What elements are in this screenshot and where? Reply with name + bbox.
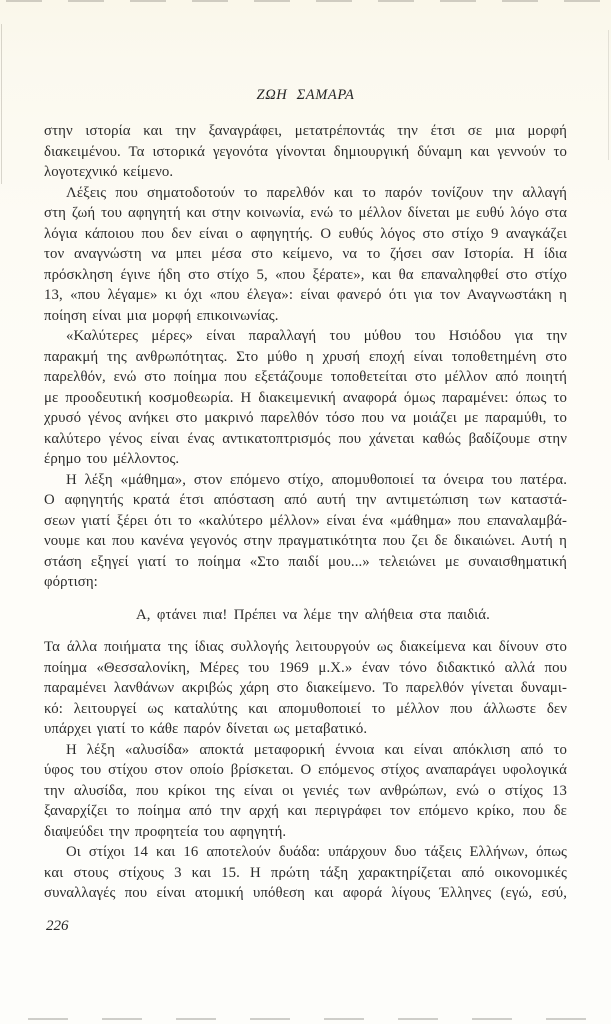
text-line: με προοδευτική κοσμοθεωρία. Η διακειμενική αναφορά όμως παραμένει: όπως το (44, 389, 567, 406)
text-line: παρελθόν, ενώ στο ποίημα που εξετάζουμε τοποθετείται στο μέλλον από ποιητή (44, 369, 567, 385)
text-line: έρημο του μέλλοντος. (44, 451, 180, 467)
text-line: σεων γιατί ξέρει ότι το «καλύτερο μέλλον» είναι ένα «μάθημα» που επαναλαμβά- (44, 512, 567, 529)
text-line: στάση εξηγεί γιατί το ποίημα «Στο παιδί μου...» τελειώνει με συναισθηματική (44, 553, 567, 570)
text-line: στη ζωή του αφηγητή και στην κοινωνία, ενώ το μέλλον δίνεται με ευθύ λόγο στα (44, 205, 567, 221)
scan-artifact-bottom-edge (10, 1018, 607, 1020)
text-line: Λέξεις που σηματοδοτούν το παρελθόν και το παρόν τονίζουν την αλλαγή (66, 184, 567, 201)
text-line: νουμε και που κανένα γεγονός στην πραγματικότητα που ζει δε δικαιώνει. Αυτή η (44, 533, 567, 549)
text-line: στην ιστορία και την ξαναγράφει, μετατρέποντάς την έτσι σε μια μορφή (44, 123, 567, 139)
text-line: Η λέξη «μάθημα», στον επόμενο στίχο, απομυθοποιεί τα όνειρα του πατέρα. (66, 471, 567, 488)
text-line: «Καλύτερες μέρες» είναι παραλλαγή του μύθου του Ησιόδου για την (66, 328, 567, 344)
text-line: κό: λειτουργεί ως καταλύτης και απομυθοποιεί το μέλλον που άλλωστε δεν (44, 700, 567, 717)
text-line: ποίηση είναι μια μορφή επικοινωνίας. (44, 307, 279, 324)
text-line: τον αναγνώστη να μπει μέσα στο κείμενο, να το ζήσει σαν Ιστορία. Η ίδια (44, 246, 567, 262)
text-line: χρυσό γένος ανήκει στο μακρινό παρελθόν τόσο που να μοιάζει με παραμύθι, το (44, 410, 567, 426)
text-line: πρόσκληση έγινε ήδη στο στίχο 5, «που ξέρατε», και θα επαναληφθεί στο στίχο (44, 266, 567, 283)
text-line: την αλυσίδα, που κρίκοι της είναι οι γενιές των ανθρώπων, ενώ ο στίχος 13 (44, 782, 567, 799)
body-text (44, 121, 567, 904)
text-line: Ο αφηγητής κρατά έτσι απόσταση από αυτή την αντιμετώπιση των καταστά- (44, 492, 567, 508)
text-line: και στους στίχους 3 και 15. Η πρώτη τάξη χαρακτηρίζεται από οικονομικές (44, 864, 567, 881)
text-line: λόγια κάποιου που δεν είναι ο αφηγητής. Ο ευθύς λόγος στο στίχο 9 αναγκάζει (44, 225, 567, 242)
text-line: ξαναρχίζει το ποίημα από την αρχή και περιγράφει τον επόμενο κρίκο, που δε (44, 803, 567, 819)
text-line: διαψεύδει την προφητεία του αφηγητή. (44, 823, 287, 840)
text-line: παρακμή της ανθρωπότητας. Στο μύθο η χρυσή εποχή είναι τοποθετημένη στο (44, 348, 567, 365)
text-line: 13, «που λέγαμε» κι όχι «που έλεγα»: είναι φανερό ότι για τον Αναγνωστάκη η (44, 287, 567, 303)
text-line: λογοτεχνικό κείμενο. (44, 164, 174, 180)
text-line: Η λέξη «αλυσίδα» αποκτά μεταφορική έννοια και είναι απόκλιση από το (66, 741, 567, 758)
text-line: παραμένει λανθάνων ακριβώς χάρη στο διακείμενο. Το παρελθόν γίνεται δυναμι- (44, 680, 567, 696)
page-number: 226 (46, 917, 69, 934)
text-line: υπάρχει γιατί το κάθε παρόν δίνεται ως μεταβατικό. (44, 721, 368, 737)
text-line: φόρτιση: (44, 574, 98, 590)
poem-quote-line: Α, φτάνει πια! Πρέπει να λέμε την αλήθεια στα παιδιά. (136, 606, 490, 623)
text-line: ύφος του στίχου στον οποίο βρίσκεται. Ο επόμενος στίχος αναπαράγει υφολογικά (44, 762, 567, 778)
text-line: Οι στίχοι 14 και 16 αποτελούν δυάδα: υπάρχουν δυο τάξεις Ελλήνων, όπως (66, 844, 567, 860)
text-line: διακειμένου. Τα ιστορικά γεγονότα γίνονται δημιουργική δύναμη και γεννούν το (44, 143, 567, 160)
text-line: Τα άλλα ποιήματα της ίδιας συλλογής λειτουργούν ως διακείμενα και δίνουν στο (44, 639, 567, 655)
text-line: καλύτερο γένος είναι ένας αντικατοπτρισμός που χάνεται καθώς βαδίζουμε στην (44, 430, 567, 447)
text-line: ποίημα «Θεσσαλονίκη, Μέρες του 1969 μ.Χ.» έναν τόνο διδακτικό αλλά που (44, 659, 567, 676)
text-line: συναλλαγές που είναι ατομική υπόθεση και αφορά λίγους Έλληνες (εγώ, εσύ, (44, 885, 567, 901)
running-header: ΖΩΗ ΣΑΜΑΡΑ (256, 87, 355, 103)
